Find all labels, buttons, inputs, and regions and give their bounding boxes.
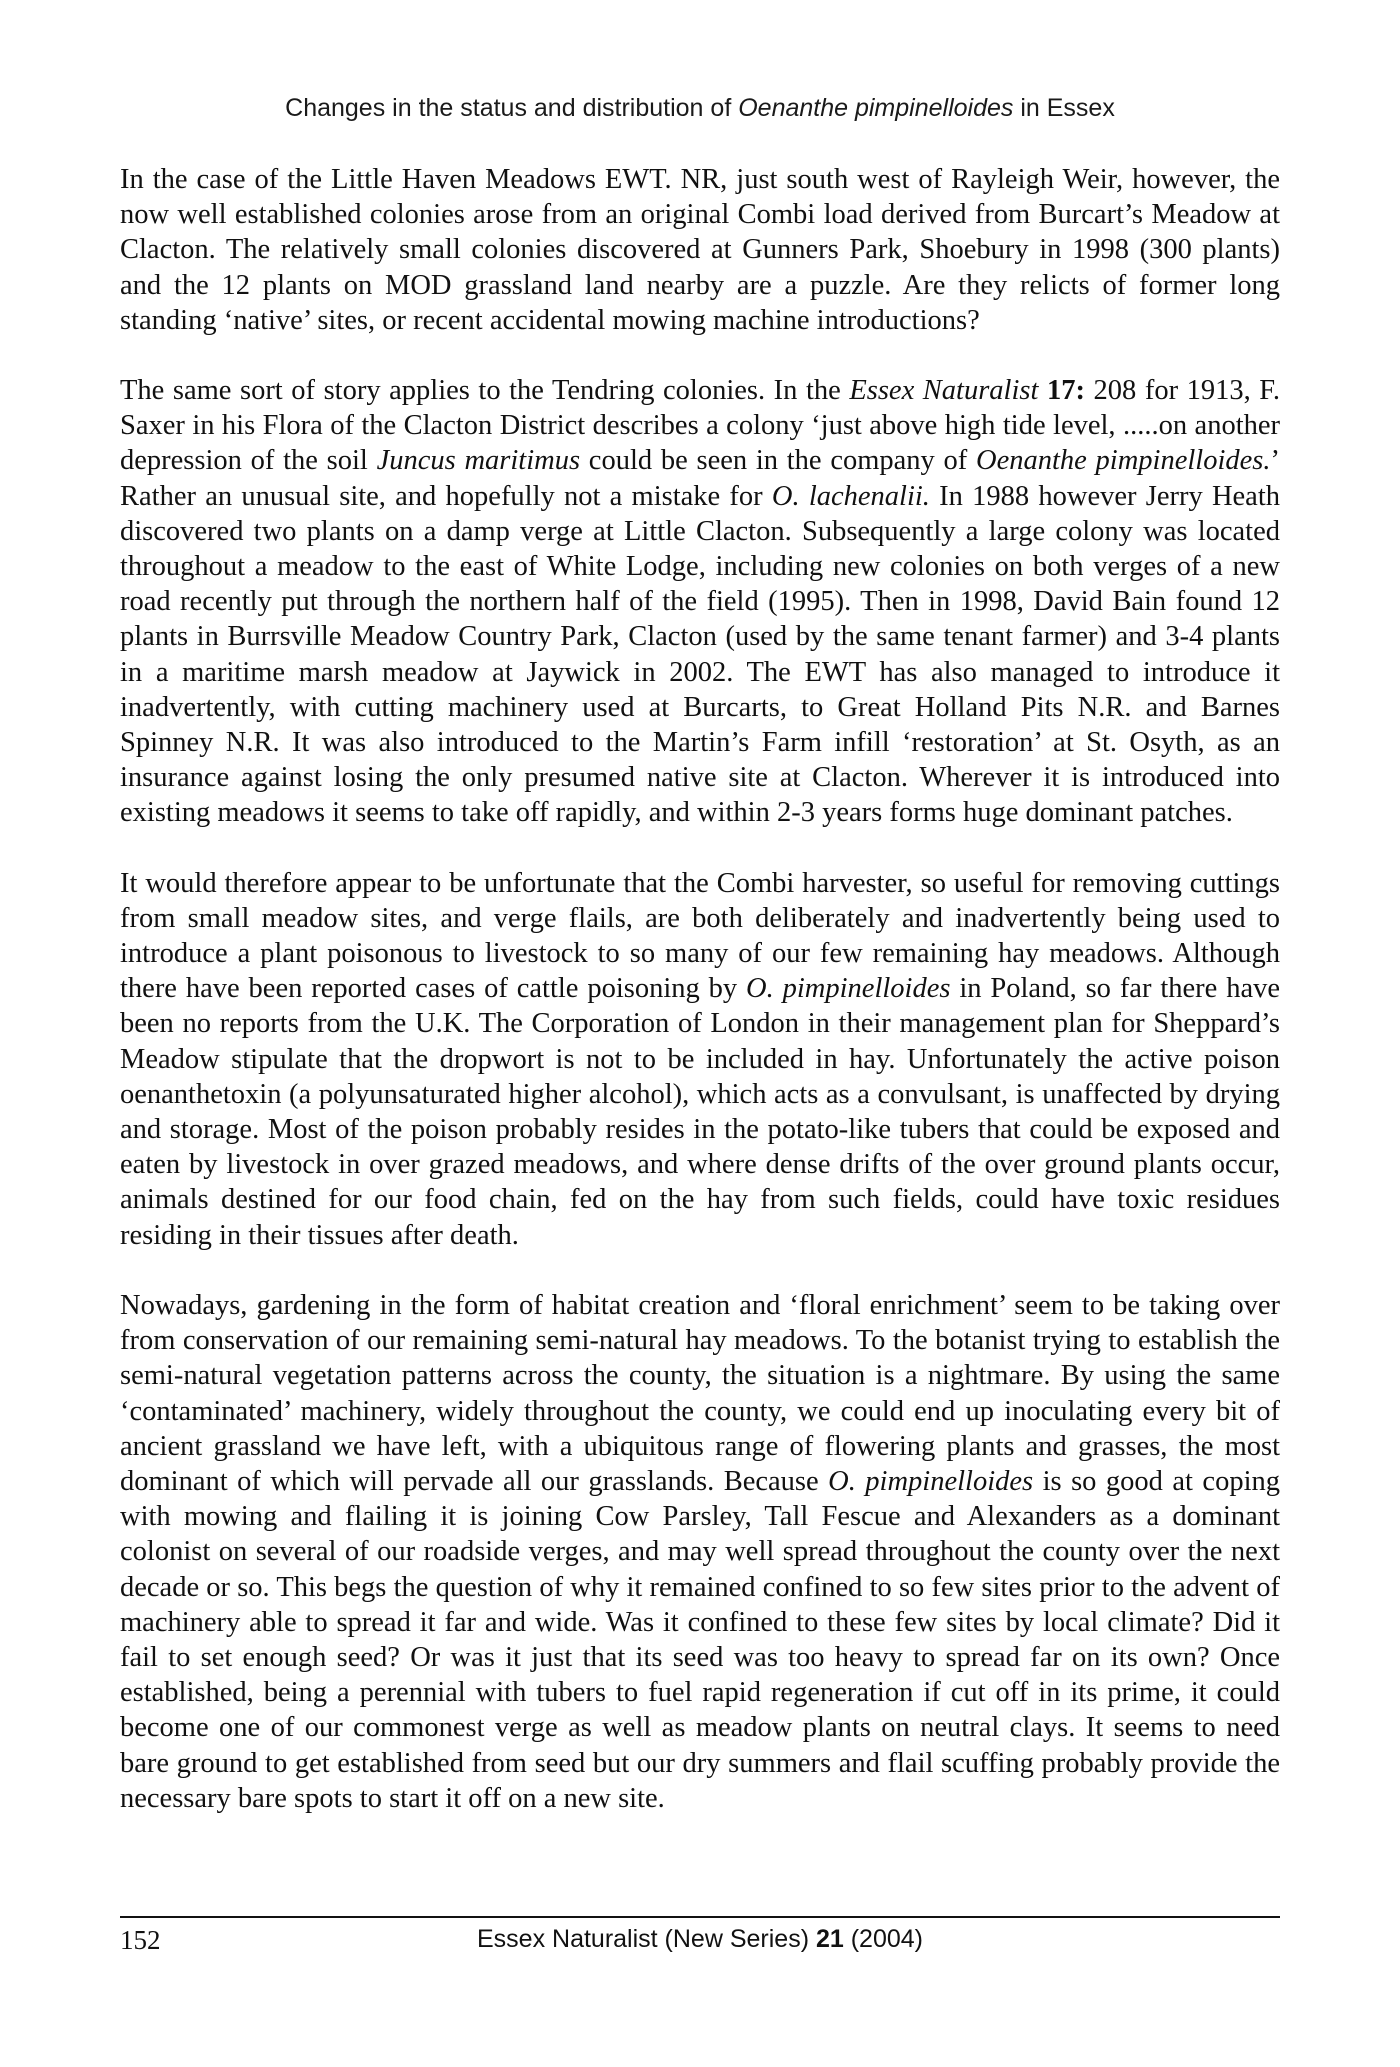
header-species-name: Oenanthe pimpinelloides bbox=[738, 94, 1014, 122]
text-run: ’ Rather an unusual site, and hopefully not a mistake for bbox=[120, 445, 1280, 512]
page-number: 152 bbox=[120, 1925, 161, 1955]
volume-number: 21 bbox=[815, 1925, 844, 1953]
text-run: In 1988 however Jerry Heath discovered two plants on a damp verge at Little Clacton. Subsequently a large colony was located throughout a meadow to the east of White Lodge, including new colonies on both verges of a new road recently put through the northern half of the field (1995). Then in 1998, David Bain found 12 plants in Burrsville Meadow Country Park, Clacton (used by the same tenant farmer) and 3-4 plants in a maritime marsh meadow at Jaywick in 2002. The EWT has also managed to introduce it inadvertently, with cutting machinery used at Burcarts, to Great Holland Pits N.R. and Barnes Spinney N.R. It was also introduced to the Martin’s Farm infill ‘restoration’ at St. Osyth, as an insurance against losing the only presumed native site at Clacton. Wherever it is introduced into existing meadows it seems to take off rapidly, and within 2-3 years forms huge dominant patches. bbox=[120, 480, 1280, 829]
text-run: in Poland, so far there have been no reports from the U.K. The Corporation of London in their management plan for Sheppard’s Meadow stipulate that the dropwort is not to be included in hay. Unfortunately the active poison oenanthetoxin (a polyunsaturated higher alcohol), which acts as a convulsant, is unaffected by drying and storage. Most of the poison probably resides in the potato-like tubers that could be exposed and eaten by livestock in over grazed meadows, and where dense drifts of the over ground plants occur, animals destined for our food chain, fed on the hay from such fields, could have toxic residues residing in their tissues after death. bbox=[120, 973, 1280, 1251]
article-body bbox=[120, 162, 1280, 1851]
text-run: is so good at coping with mowing and flailing it is joining Cow Parsley, Tall Fescue and Alexanders as a dominant colonist on several of our roadside verges, and may well spread throughout the county over the next decade or so. This begs the question of why it remained confined to so few sites prior to the advent of machinery able to spread it far and wide. Was it confined to these few sites by local climate? Did it fail to set enough seed? Or was it just that its seed was too heavy to spread far on its own? Once established, being a perennial with tubers to fuel rapid regeneration if cut off in its prime, it could become one of our commonest verge as well as meadow plants on neutral clays. It seems to need bare ground to get established from seed but our dry summers and flail scuffing probably provide the necessary bare spots to start it off on a new site. bbox=[120, 1465, 1280, 1814]
body-paragraph bbox=[120, 162, 1280, 338]
body-paragraph bbox=[120, 373, 1280, 831]
bold-text: 17: bbox=[1046, 375, 1085, 407]
italic-text: Oenanthe pimpinelloides. bbox=[976, 445, 1271, 477]
italic-text: O. pimpinelloides bbox=[746, 973, 951, 1005]
italic-text: Juncus maritimus bbox=[376, 445, 581, 477]
header-title-pre: Changes in the status and distribution of bbox=[285, 94, 739, 122]
publication-year: (2004) bbox=[843, 1925, 923, 1953]
italic-text: O. lachenalii. bbox=[771, 480, 930, 512]
italic-text: O. pimpinelloides bbox=[828, 1465, 1034, 1497]
journal-citation bbox=[0, 1925, 1400, 1954]
text-run: could be seen in the company of bbox=[580, 445, 976, 477]
header-title-post: in Essex bbox=[1013, 94, 1115, 122]
text-run: 208 for 1913, F. Saxer in his Flora of the Clacton District describes a colony ‘just above high tide level, .....on another depression of the soil bbox=[120, 375, 1280, 477]
text-run: In the case of the Little Haven Meadows EWT. NR, just south west of Rayleigh Weir, however, the now well established colonies arose from an original Combi load derived from Burcart’s Meadow at Clacton. The relatively small colonies discovered at Gunners Park, Shoebury in 1998 (300 plants) and the 12 plants on MOD grassland land nearby are a puzzle. Are they relicts of former long standing ‘native’ sites, or recent accidental mowing machine introductions? bbox=[120, 164, 1280, 336]
text-run: It would therefore appear to be unfortunate that the Combi harvester, so useful for removing cuttings from small meadow sites, and verge flails, are both deliberately and inadvertently being used to introduce a plant poisonous to livestock to so many of our few remaining hay meadows. Although there have been reported cases of cattle poisoning by bbox=[120, 867, 1280, 1005]
journal-name: Essex Naturalist (New Series) bbox=[476, 1925, 816, 1953]
text-run: Nowadays, gardening in the form of habitat creation and ‘floral enrichment’ seem to be taking over from conservation of our remaining semi-natural hay meadows. To the botanist trying to establish the semi-natural vegetation patterns across the county, the situation is a nightmare. By using the same ‘contaminated’ machinery, widely throughout the county, we could end up inoculating every bit of ancient grassland we have left, with a ubiquitous range of flowering plants and grasses, the most dominant of which will pervade all our grasslands. Because bbox=[120, 1289, 1280, 1497]
running-header bbox=[0, 94, 1400, 123]
footer-rule bbox=[120, 1916, 1280, 1918]
body-paragraph bbox=[120, 1288, 1280, 1816]
body-paragraph bbox=[120, 866, 1280, 1253]
italic-text: Essex Naturalist bbox=[849, 375, 1039, 407]
text-run bbox=[1038, 375, 1047, 406]
text-run: The same sort of story applies to the Tendring colonies. In the bbox=[120, 375, 850, 407]
